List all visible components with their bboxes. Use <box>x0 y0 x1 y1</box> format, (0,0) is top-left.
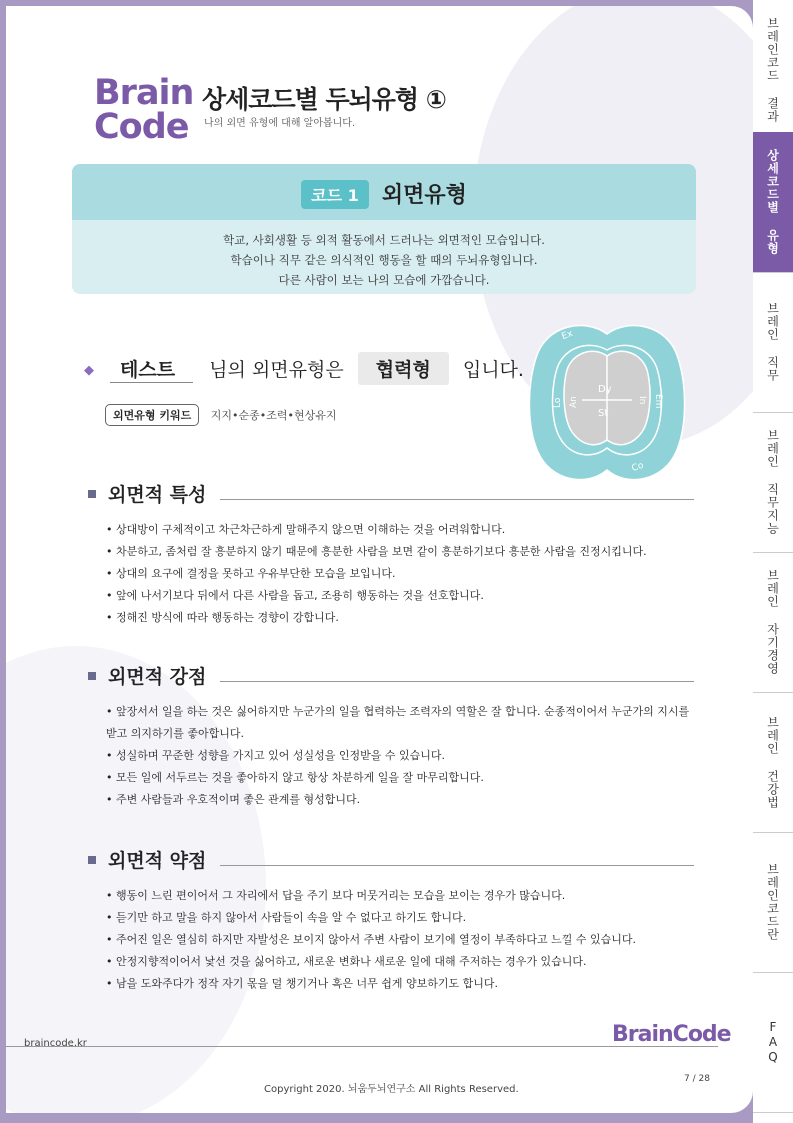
list-item: • 정해진 방식에 따라 행동하는 경향이 강합니다. <box>106 607 694 629</box>
list-item: • 듣기만 하고 말을 하지 않아서 사람들이 속을 알 수 없다고 하기도 합니다. <box>106 907 694 929</box>
list-item: • 행동이 느린 편이어서 그 자리에서 답을 주기 보다 머뭇거리는 모습을 보이는 경우가 많습니다. <box>106 885 694 907</box>
list-item: • 주변 사람들과 우호적이며 좋은 관계를 형성합니다. <box>106 789 694 811</box>
list-item: • 상대방이 구체적이고 차근차근하게 말해주지 않으면 이해하는 것을 어려워합니다. <box>106 519 694 541</box>
list-item: • 남을 도와주다가 정작 자기 몫을 덜 챙기거나 혹은 너무 쉽게 양보하기도 합니다. <box>106 973 694 995</box>
sidebar-nav <box>753 0 793 1123</box>
description-line: 다른 사람이 보는 나의 모습에 가깝습니다. <box>278 273 490 287</box>
brain-label: St <box>598 408 609 419</box>
code-description <box>72 230 696 290</box>
footer-divider <box>6 1046 718 1047</box>
sidebar-tab-detail-types[interactable] <box>753 132 793 273</box>
tab-label: 상세코드별 유형 <box>765 149 780 255</box>
section-title: 외면적 특성 <box>108 484 207 506</box>
footer-logo: BrainCode <box>612 1022 731 1047</box>
section-strengths <box>88 662 694 811</box>
code-header <box>72 164 696 220</box>
section-weaknesses <box>88 846 694 995</box>
brand-logo <box>94 73 194 147</box>
list-item: • 앞에 나서기보다 뒤에서 다른 사람을 돕고, 조용히 행동하는 것을 선호합니다. <box>106 585 694 607</box>
divider <box>220 865 694 866</box>
list-item: • 안정지향적이어서 낯선 것을 싫어하고, 새로운 변화나 새로운 일에 대해 주저하는 경우가 있습니다. <box>106 951 694 973</box>
tab-label: 브레인 직무 <box>765 302 780 382</box>
brain-diagram <box>526 320 688 486</box>
square-bullet-icon <box>88 490 96 498</box>
brain-label: Lo <box>553 397 563 408</box>
code-name: 외면유형 <box>381 183 467 208</box>
weakness-list <box>106 885 694 995</box>
logo-line: Brain <box>94 73 194 113</box>
list-item: • 주어진 일은 열심히 하지만 자발성은 보이지 않아서 주변 사람이 보기에 열정이 부족하다고 느낄 수 있습니다. <box>106 929 694 951</box>
brain-label: Ex <box>560 328 575 343</box>
sidebar-tab-faq[interactable] <box>753 972 793 1113</box>
list-item: • 상대의 요구에 결정을 못하고 우유부단한 모습을 보입니다. <box>106 563 694 585</box>
tab-label: 브레인 건강법 <box>765 715 780 809</box>
divider <box>220 499 694 500</box>
trait-list <box>106 519 694 629</box>
user-name: 테스트 <box>110 355 193 383</box>
keyword-row <box>105 404 336 426</box>
list-item: • 앞장서서 일을 하는 것은 싫어하지만 누군가의 일을 협력하는 조력자의 역할은 잘 합니다. 순종적이어서 누군가의 지시를 받고 의지하기를 좋아합니다. <box>106 701 694 745</box>
section-title: 외면적 강점 <box>108 666 207 688</box>
sidebar-tab-job[interactable] <box>753 272 793 413</box>
tab-label: 브레인 자기경영 <box>765 569 780 675</box>
tab-label: 브레인코드란 <box>765 863 780 941</box>
list-item: • 모든 일에 서두르는 것을 좋아하지 않고 항상 차분하게 일을 잘 마무리합니다. <box>106 767 694 789</box>
page-title: 상세코드별 두뇌유형 ① <box>202 85 446 114</box>
result-text: 님의 외면유형은 <box>209 359 344 381</box>
result-line <box>84 352 524 385</box>
brain-label: An <box>569 396 579 408</box>
square-bullet-icon <box>88 856 96 864</box>
result-type: 협력형 <box>358 352 449 385</box>
sidebar-tab-about[interactable] <box>753 832 793 973</box>
brain-label: In <box>637 396 647 405</box>
copyright: Copyright 2020. 뇌움두뇌연구소 All Rights Reserved. <box>264 1084 519 1095</box>
tab-label: 브레인코드 결과 <box>765 17 780 123</box>
list-item: • 차분하고, 좀처럼 잘 흥분하지 않기 때문에 흥분한 사람을 보면 같이 흥분하기보다 흥분한 사람을 진정시킵니다. <box>106 541 694 563</box>
section-heading <box>88 662 694 689</box>
code-tag: 코드 1 <box>301 180 369 209</box>
result-end: 입니다. <box>462 359 524 381</box>
section-heading <box>88 480 694 507</box>
brain-label: Co <box>630 460 646 475</box>
diamond-icon: ◆ <box>84 363 94 378</box>
brain-label: Dy <box>598 384 612 395</box>
description-line: 학교, 사회생활 등 외적 활동에서 드러나는 외면적인 모습입니다. <box>223 233 545 247</box>
tab-label: 브레인 직무지능 <box>765 429 780 535</box>
strength-list <box>106 701 694 811</box>
description-line: 학습이나 직무 같은 의식적인 행동을 할 때의 두뇌유형입니다. <box>230 253 538 267</box>
sidebar-tab-job-intelligence[interactable] <box>753 412 793 553</box>
keyword-values: 지지•순종•조력•현상유지 <box>210 409 337 422</box>
code-box <box>72 164 696 294</box>
page <box>6 6 753 1113</box>
page-number: 7 / 28 <box>684 1074 710 1084</box>
section-title: 외면적 약점 <box>108 850 207 872</box>
square-bullet-icon <box>88 672 96 680</box>
keyword-label: 외면유형 키워드 <box>105 404 199 426</box>
footer-url[interactable]: braincode.kr <box>24 1038 87 1049</box>
sidebar-tab-health[interactable] <box>753 692 793 833</box>
sidebar-tab-self-management[interactable] <box>753 552 793 693</box>
page-subtitle: 나의 외면 유형에 대해 알아봅니다. <box>204 118 356 129</box>
divider <box>220 681 694 682</box>
brain-label: Em <box>653 394 663 409</box>
list-item: • 성실하며 꾸준한 성향을 가지고 있어 성실성을 인정받을 수 있습니다. <box>106 745 694 767</box>
section-heading <box>88 846 694 873</box>
tab-label: FAQ <box>766 1019 780 1065</box>
sidebar-tab-result[interactable] <box>753 0 793 141</box>
logo-line: Code <box>94 107 189 147</box>
section-traits <box>88 480 694 629</box>
